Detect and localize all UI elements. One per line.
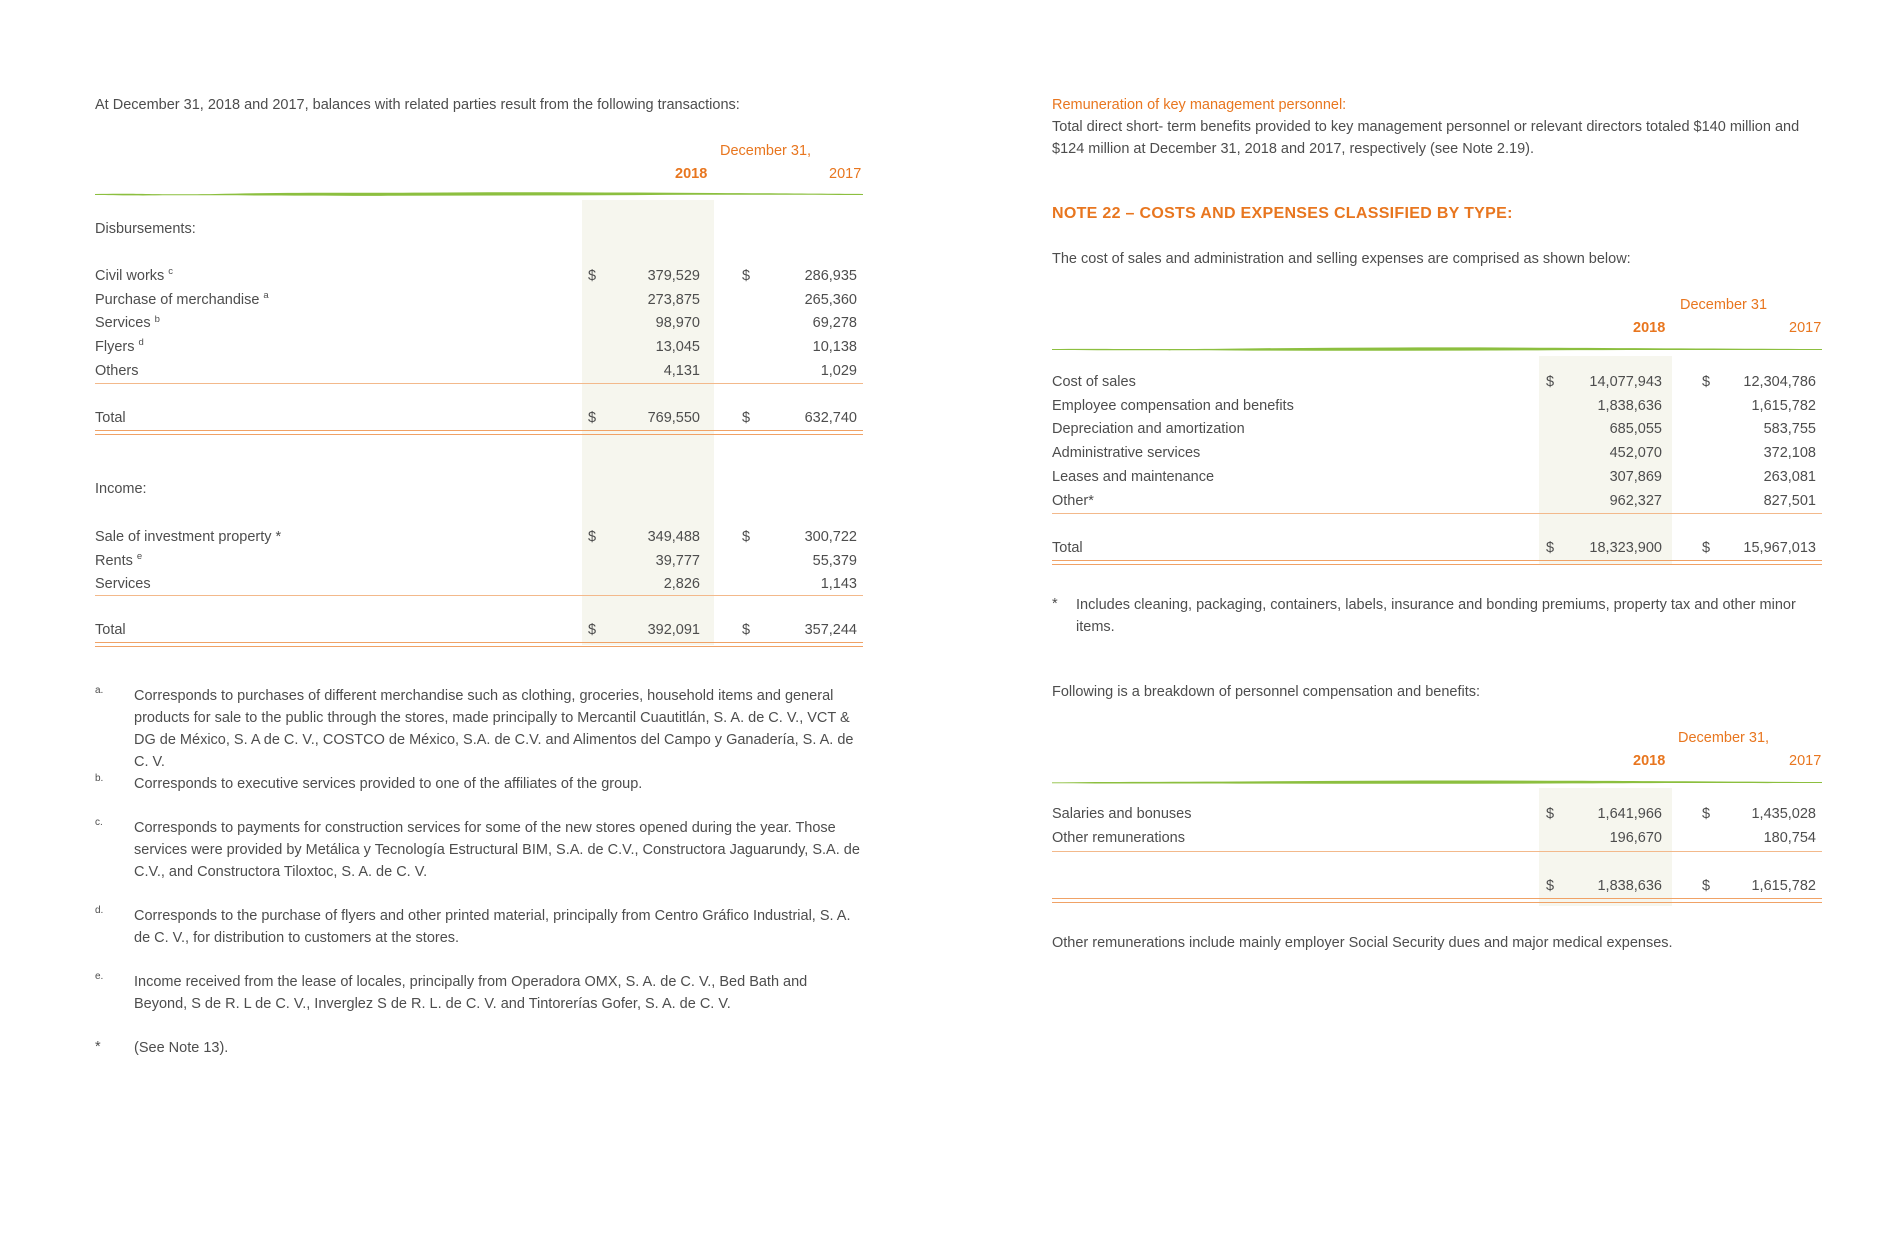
- personnel-value-2018: 1,641,966: [1597, 806, 1662, 822]
- footnote-marker: e.: [95, 971, 104, 982]
- total-double-rule: [95, 642, 863, 647]
- footnote-text: (See Note 13).: [134, 1040, 229, 1056]
- disbursements-header: Disbursements:: [95, 221, 196, 237]
- footnote-reference: c: [168, 266, 174, 278]
- footnote-text: Corresponds to executive services provided to one of the affiliates of the group.: [134, 776, 643, 792]
- remuneration-title: Remuneration of key management personnel:: [1052, 97, 1347, 113]
- costs-total-label: Total: [1052, 540, 1083, 556]
- footnote-reference: e: [136, 550, 143, 562]
- intro-text: At December 31, 2018 and 2017, balances with related parties result from the following transactions:: [95, 97, 740, 113]
- disbursements-value-2018: 379,529: [647, 268, 700, 284]
- currency-symbol: $: [1702, 374, 1711, 390]
- period-label: December 31,: [1678, 730, 1770, 746]
- year-2018-header: 2018: [675, 166, 708, 182]
- disbursements-row-label: Others: [95, 362, 139, 379]
- year-2017-header: 2017: [1789, 753, 1822, 769]
- costs-value-2018: 962,327: [1609, 492, 1662, 509]
- costs-row-label: Administrative services: [1052, 445, 1201, 462]
- currency-symbol: $: [742, 529, 751, 545]
- income-total-label: Total: [95, 622, 126, 638]
- total-double-rule: [1052, 560, 1822, 565]
- costs-value-2018: 452,070: [1609, 445, 1662, 462]
- personnel-value-2017: 180,754: [1763, 829, 1816, 846]
- footnote-text: Corresponds to purchases of different merchandise such as clothing, groceries, household items and general products for sale to the public through the stores, made principally to Mercantil Cuautitlán, S. A. de C. V., VCT & DG de México, S. A de C. V., COSTCO de México, S.A. de C.V. and Alimentos del Campo y Ganadería, S. A. de C. V.: [134, 688, 854, 770]
- disbursements-value-2017: 1,029: [820, 362, 857, 379]
- currency-symbol: $: [588, 410, 597, 426]
- currency-symbol: $: [588, 529, 597, 545]
- income-value-2017: 55,379: [812, 552, 857, 569]
- footnote-reference: a: [263, 289, 269, 301]
- costs-value-2017: 827,501: [1763, 492, 1816, 509]
- costs-value-2017: 372,108: [1763, 445, 1816, 462]
- costs-row-label: Leases and maintenance: [1052, 468, 1215, 485]
- income-value-2018: 39,777: [655, 552, 700, 569]
- income-value-2018: 2,826: [663, 576, 700, 593]
- personnel-value-2017: 1,435,028: [1751, 806, 1816, 822]
- disbursements-value-2017: 10,138: [812, 339, 857, 356]
- disbursements-total-2018: 769,550: [647, 410, 700, 426]
- disbursements-total-label: Total: [95, 410, 126, 426]
- footnote-reference: d: [138, 337, 144, 349]
- footnote-marker: *: [95, 1039, 101, 1055]
- costs-value-2018: 685,055: [1609, 421, 1662, 438]
- green-brush-divider: [1052, 345, 1822, 353]
- currency-symbol: $: [1546, 806, 1555, 822]
- currency-symbol: $: [742, 622, 751, 638]
- currency-symbol: $: [1546, 374, 1555, 390]
- income-row-label: Services: [95, 576, 151, 593]
- currency-symbol: $: [1702, 540, 1711, 556]
- footnote-marker: d.: [95, 905, 104, 916]
- personnel-row-label: Salaries and bonuses: [1052, 806, 1192, 822]
- year-2018-header: 2018: [1633, 320, 1666, 336]
- income-row-label: Rents $^e$: [95, 550, 143, 569]
- income-row-label: Sale of investment property *: [95, 529, 282, 545]
- personnel-intro: Following is a breakdown of personnel compensation and benefits:: [1052, 684, 1481, 700]
- footnote-reference: b: [154, 313, 160, 325]
- disbursements-row-label: Services $^b$: [95, 313, 160, 332]
- year-2017-header: 2017: [829, 166, 862, 182]
- period-label: December 31: [1680, 297, 1768, 313]
- disbursements-value-2017: 286,935: [804, 268, 857, 284]
- footnote-marker: a.: [95, 685, 104, 696]
- costs-footnote-mark: *: [1052, 596, 1058, 612]
- currency-symbol: $: [742, 410, 751, 426]
- personnel-value-2018: 196,670: [1609, 829, 1662, 846]
- income-total-2017: 357,244: [804, 622, 857, 638]
- year-2017-header: 2017: [1789, 320, 1822, 336]
- costs-value-2017: 1,615,782: [1751, 397, 1816, 414]
- disbursements-value-2017: 265,360: [804, 291, 857, 308]
- costs-total-2017: 15,967,013: [1743, 540, 1816, 556]
- income-header: Income:: [95, 481, 147, 497]
- note-intro: The cost of sales and administration and selling expenses are comprised as shown below:: [1052, 251, 1631, 267]
- personnel-total-2018: 1,838,636: [1597, 878, 1662, 894]
- disbursements-row-label: Purchase of merchandise $^a$: [95, 289, 269, 308]
- footnote-text: Corresponds to the purchase of flyers and other printed material, principally from Centro Gráfico Industrial, S. A. de C. V., for distribution to customers at the stores.: [134, 908, 851, 946]
- disbursements-value-2018: 273,875: [647, 291, 700, 308]
- disbursements-value-2018: 13,045: [655, 339, 700, 356]
- closing-text: Other remunerations include mainly employer Social Security dues and major medical expenses.: [1052, 935, 1673, 951]
- disbursements-row-label: Civil works $^c$: [95, 266, 174, 284]
- subtotal-rule: [1052, 513, 1822, 514]
- costs-total-2018: 18,323,900: [1589, 540, 1662, 556]
- income-value-2017: 1,143: [820, 576, 857, 593]
- total-double-rule: [1052, 898, 1822, 903]
- green-brush-divider: [95, 190, 863, 198]
- costs-row-label: Cost of sales: [1052, 374, 1136, 390]
- remuneration-text: Total direct short- term benefits provided to key management personnel or relevant directors totaled $140 million and $124 million at December 31, 2018 and 2017, respectively (see Note 2.19).: [1052, 119, 1800, 157]
- costs-value-2018: 14,077,943: [1589, 374, 1662, 390]
- subtotal-rule: [95, 595, 863, 596]
- disbursements-value-2018: 98,970: [655, 315, 700, 332]
- green-brush-divider: [1052, 778, 1822, 786]
- personnel-row-label: Other remunerations: [1052, 829, 1185, 846]
- costs-footnote: Includes cleaning, packaging, containers, labels, insurance and bonding premiums, property tax and other minor items.: [1076, 597, 1796, 635]
- disbursements-row-label: Flyers $^d$: [95, 337, 144, 356]
- costs-value-2017: 263,081: [1763, 468, 1816, 485]
- costs-row-label: Employee compensation and benefits: [1052, 397, 1294, 414]
- costs-row-label: Other*: [1052, 492, 1094, 509]
- currency-symbol: $: [742, 268, 751, 284]
- costs-value-2018: 1,838,636: [1597, 397, 1662, 414]
- year-2018-header: 2018: [1633, 753, 1666, 769]
- total-double-rule: [95, 430, 863, 435]
- currency-symbol: $: [1702, 878, 1711, 894]
- costs-value-2017: 12,304,786: [1743, 374, 1816, 390]
- currency-symbol: $: [588, 622, 597, 638]
- currency-symbol: $: [1546, 878, 1555, 894]
- footnote-text: Income received from the lease of locales, principally from Operadora OMX, S. A. de C. V., Bed Bath and Beyond, S de R. L de C. V., Inverglez S de R. L. de C. V. and Tintorerías Gofer, S. A. de C. V.: [134, 974, 808, 1012]
- currency-symbol: $: [588, 268, 597, 284]
- subtotal-rule: [95, 383, 863, 384]
- income-value-2017: 300,722: [804, 529, 857, 545]
- personnel-total-2017: 1,615,782: [1751, 878, 1816, 894]
- note-heading: NOTE 22 – COSTS AND EXPENSES CLASSIFIED BY TYPE:: [1052, 205, 1513, 222]
- costs-row-label: Depreciation and amortization: [1052, 421, 1245, 438]
- costs-value-2017: 583,755: [1763, 421, 1816, 438]
- period-label: December 31,: [720, 143, 812, 159]
- costs-value-2018: 307,869: [1609, 468, 1662, 485]
- footnote-text: Corresponds to payments for construction services for some of the new stores opened during the year. Those services were provided by Metálica y Tecnología Estructural BIM, S.A. de C.V., Constructora Jaguarundy, S.A. de C.V., and Constructora Tiloxtoc, S. A. de C. V.: [134, 820, 860, 880]
- currency-symbol: $: [1702, 806, 1711, 822]
- subtotal-rule: [1052, 851, 1822, 852]
- disbursements-total-2017: 632,740: [804, 410, 857, 426]
- currency-symbol: $: [1546, 540, 1555, 556]
- footnote-marker: c.: [95, 817, 103, 828]
- disbursements-value-2017: 69,278: [812, 315, 857, 332]
- footnote-marker: b.: [95, 773, 104, 784]
- disbursements-value-2018: 4,131: [663, 362, 700, 379]
- income-total-2018: 392,091: [647, 622, 700, 638]
- income-value-2018: 349,488: [647, 529, 700, 545]
